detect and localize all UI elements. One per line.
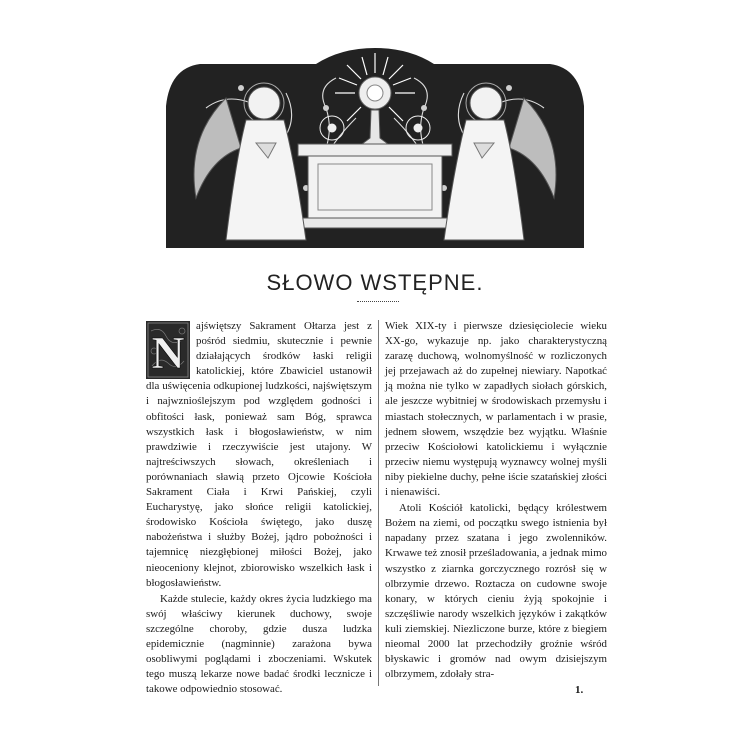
page-number: 1.: [575, 684, 584, 696]
left-column: [146, 319, 372, 697]
page-title: SŁOWO WSTĘPNE.: [266, 270, 484, 295]
left-paragraph-2: Każde stulecie, każdy okres życia ludzkiego ma swój właściwy kierunek duchowy, swoje szczególne choroby, gdzie dusza ludzka epidemicznie (nagminnie) zarażona bywa osobliwymi poglądami i zboczeniami. Wskutek tego muszą lekarze nowe badać środki lecznicze i takowe odpowiednio stosować.: [146, 592, 372, 696]
column-divider: [378, 320, 379, 686]
right-paragraph-2: Atoli Kościół katolicki, będący królestwem Bożem na ziemi, od początku swego istnienia był napadany przez szatana i jego zwolenników. Krwawe też znosił prześladowania, a jednak mimo wszystko z ziarnka gorczycznego rozrósł się w olbrzymie drzewo. Roztacza on cudowne swoje konary, w których cieniu żyją spokojnie i szczęśliwie narody wszelkich języków i zakątków kuli ziemskiej. Niezliczone burze, które z biegiem nieomal 2000 lat przechodziły groźnie wśród błyskawic i gromów nad owym dzisiejszym olbrzymem, zdołały stra-: [385, 502, 607, 681]
dropcap-letter: N: [151, 327, 185, 378]
right-column: [385, 319, 607, 682]
right-paragraph-1: Wiek XIX-ty i pierwsze dziesięciolecie wieku XX-go, wykazuje np. jako charakterystyczną zarazę duchową, wolnomyślność w rozliczonych jej przejawach aż do zupełnej niewiary. Napotkać ją można nie tylko w zapadłych siołach górskich, ale jeszcze wybitniej w środowiskach przemysłu i miastach stołecznych, w parlamentach i w prasie, jednem słowem, wszędzie bez wyjątku. Właśnie przeciw Kościołowi katolickiemu i wyłącznie przeciw niemu występują wyznawcy wolnej myśli niby piekielne duchy, pełne iście szatańskiej złości i nienawiści.: [385, 320, 607, 499]
engraving-illustration: [166, 48, 584, 248]
title-ornament-rule: [357, 301, 399, 302]
left-paragraph-1: ajświętszy Sakrament Ołtarza jest z pośród siedmiu, skutecznie i pewnie działających środków łaski religii katolickiej, które Zbawiciel ustanowił dla uświęcenia odkupionej ludzkości, najświętszym i najwznioślejszym pod względem godności i obfitości łask, ponieważ sam Bóg, sprawca wszystkich łask i błogosławieństw, w nim prawdziwie i rzeczywiście jest utajony. W najtreściwszych słowach, określeniach i porównaniach sławią przeto Ojcowie Kościoła Sakrament Ciała i Krwi Pańskiej, czyli Eucharystyę, jako słońce religii katolickiej, środowisko Kościoła świętego, jako duszę nabożeństwa i służby Bożej, jądro pobożności i tajemnicę niezgłębionej miłości Bożej, jako nieoceniony klejnot, zbiorowisko wszelkich łask i błogosławieństw.: [146, 320, 372, 589]
ornamental-dropcap-n: [146, 321, 190, 379]
